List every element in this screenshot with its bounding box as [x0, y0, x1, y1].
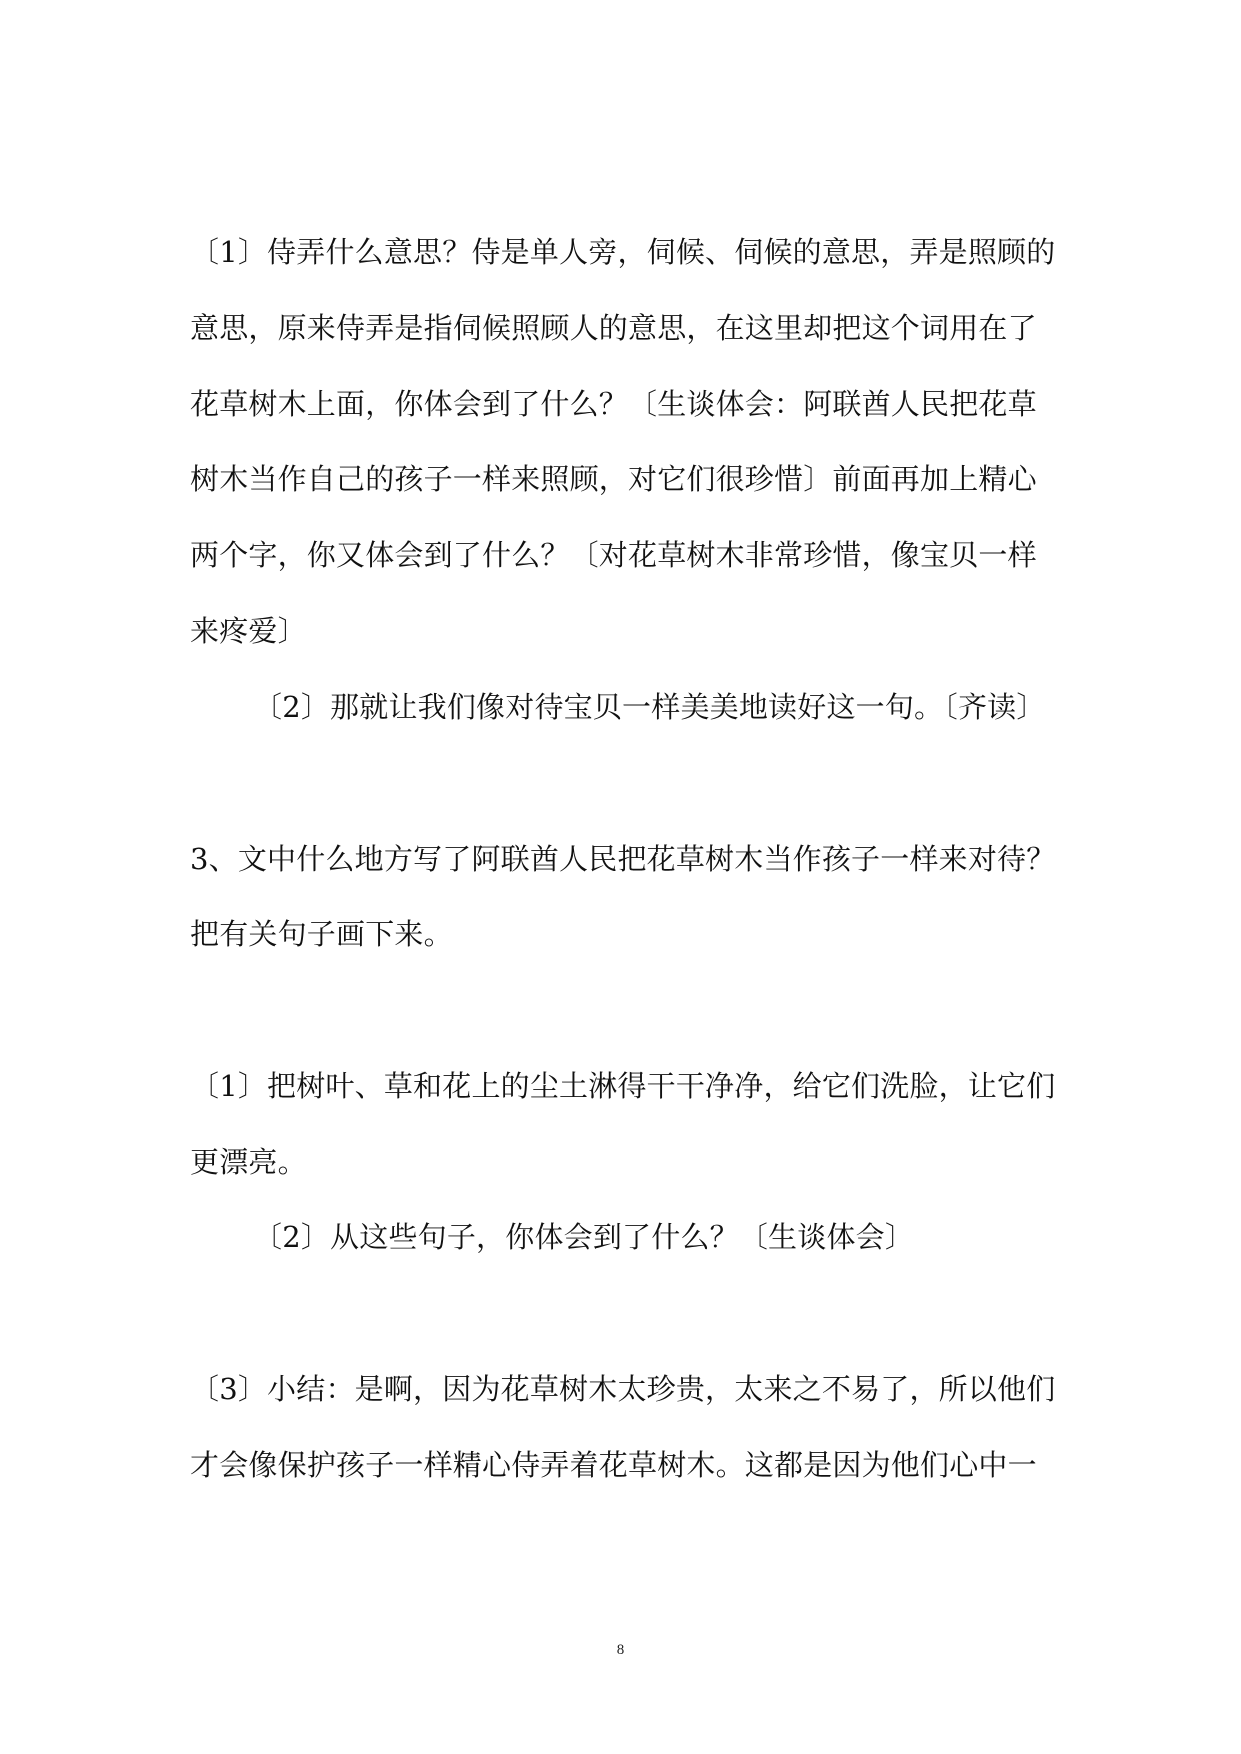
answer-1-line-1: 〔1〕把树叶、草和花上的尘土淋得干干净净，给它们洗脸，让它们 [190, 1069, 1056, 1103]
paragraph-1-line-5: 两个字，你又体会到了什么？〔对花草树木非常珍惜，像宝贝一样 [190, 538, 1037, 572]
summary-line-1: 〔3〕小结：是啊，因为花草树木太珍贵，太来之不易了，所以他们 [190, 1372, 1056, 1406]
paragraph-2: 〔2〕那就让我们像对待宝贝一样美美地读好这一句。〔齐读〕 [253, 690, 1046, 724]
paragraph-1-line-4: 树木当作自己的孩子一样来照顾，对它们很珍惜〕前面再加上精心 [190, 462, 1037, 496]
paragraph-1-line-2: 意思，原来侍弄是指伺候照顾人的意思，在这里却把这个词用在了 [190, 311, 1037, 345]
answer-2: 〔2〕从这些句子，你体会到了什么？〔生谈体会〕 [253, 1220, 915, 1254]
answer-1-line-2: 更漂亮。 [190, 1145, 307, 1179]
paragraph-1-line-1: 〔1〕侍弄什么意思？侍是单人旁，伺候、伺候的意思，弄是照顾的 [190, 235, 1056, 269]
paragraph-1-line-6: 来疼爱〕 [190, 614, 307, 648]
paragraph-1-line-3: 花草树木上面，你体会到了什么？〔生谈体会：阿联酋人民把花草 [190, 387, 1037, 421]
question-3-line-2: 把有关句子画下来。 [190, 917, 453, 951]
question-3-line-1: 3、文中什么地方写了阿联酋人民把花草树木当作孩子一样来对待？ [190, 842, 1056, 876]
page-number: 8 [616, 1642, 625, 1658]
summary-line-2: 才会像保护孩子一样精心侍弄着花草树木。这都是因为他们心中一 [190, 1448, 1037, 1482]
